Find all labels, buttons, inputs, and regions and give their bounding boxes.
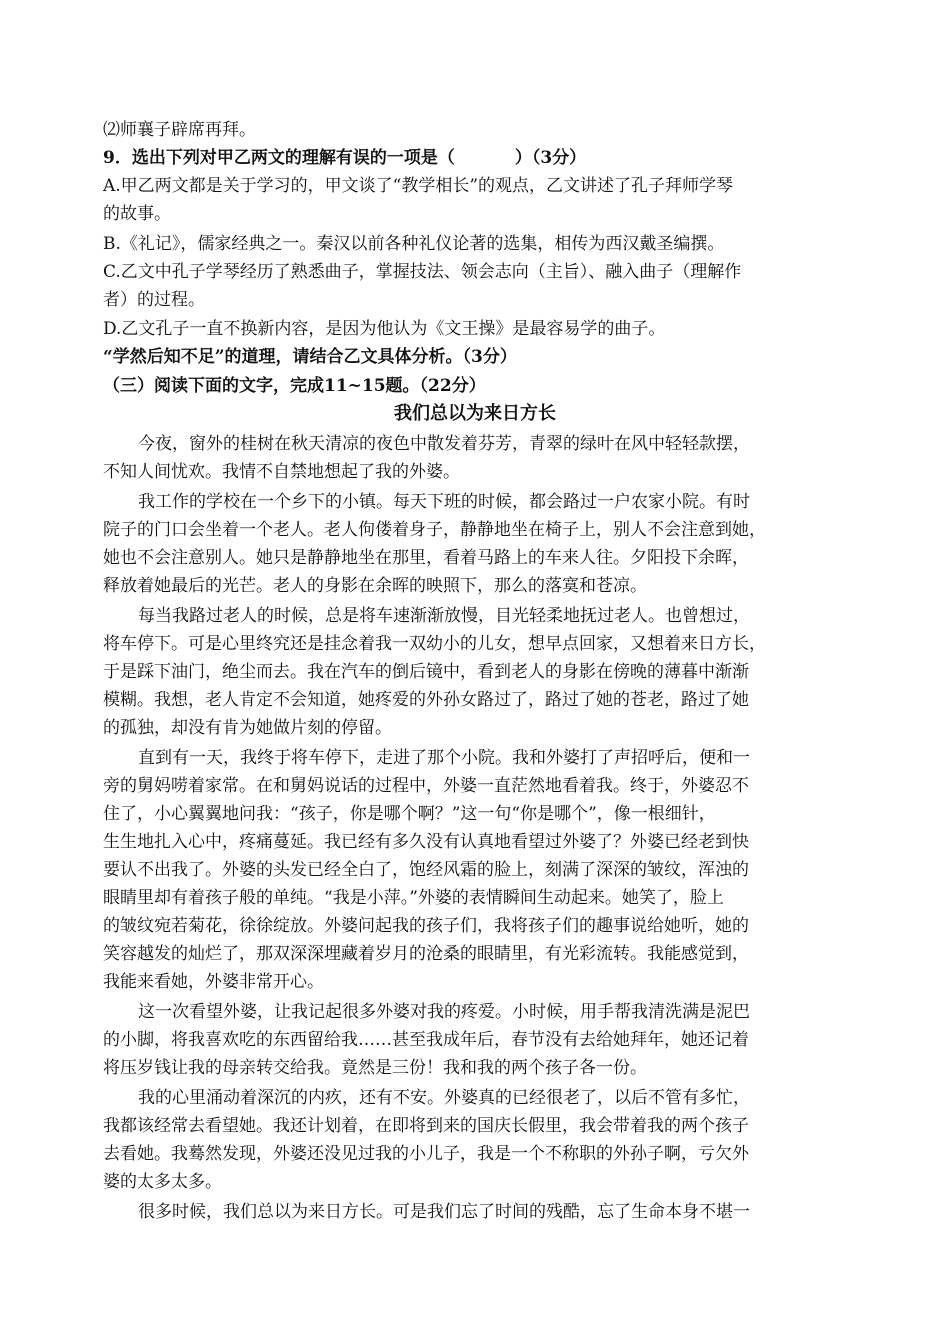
- story-line: 于是踩下油门，绝尘而去。我在汽车的倒后镜中，看到老人的身影在傍晚的薄暮中渐渐: [103, 662, 749, 682]
- story-line: 旁的舅妈唠着家常。在和舅妈说话的过程中，外婆一直茫然地看着我。终于，外婆忍不: [103, 776, 749, 796]
- q9-option-c-line-2: 者）的过程。: [103, 290, 205, 310]
- story-line: 婆的太多太多。: [103, 1172, 222, 1192]
- q9-option-a-line-2: 的故事。: [103, 204, 171, 224]
- story-line: 生生地扎入心中，疼痛蔓延。我已经有多久没有认真地看望过外婆了？外婆已经老到快: [103, 832, 749, 852]
- story-line: 将压岁钱让我的母亲转交给我。竟然是三份！我和我的两个孩子各一份。: [103, 1058, 647, 1078]
- q9-option-d: D.乙文孔子一直不换新内容，是因为他认为《文王操》是最容易学的曲子。: [103, 319, 666, 339]
- story-line: 将车停下。可是心里终究还是挂念着我一双幼小的儿女，想早点回家，又想着来日方长，: [103, 634, 766, 654]
- story-line: 今夜，窗外的桂树在秋天清凉的夜色中散发着芬芳，青翠的绿叶在风中轻轻款摆，: [138, 434, 750, 454]
- story-line: 我都该经常去看望她。我还计划着，在即将到来的国庆长假里，我会带着我的两个孩子: [103, 1116, 749, 1136]
- story-line: 每当我路过老人的时候，总是将车速渐渐放慢，目光轻柔地抚过老人。也曾想过，: [138, 606, 750, 626]
- q10-prompt: “学然后知不足”的道理，请结合乙文具体分析。（3分）: [103, 347, 517, 367]
- q9-option-c-line-1: C.乙文中孔子学琴经历了熟悉曲子，掌握技法、领会志向（主旨）、融入曲子（理解作: [103, 262, 742, 282]
- emphasis-dot-char-2: 误: [353, 144, 370, 172]
- story-line: 要认不出我了。外婆的头发已经全白了，饱经风霜的脸上，刻满了深深的皱纹，浑浊的: [103, 860, 749, 880]
- story-line: 很多时候，我们总以为来日方长。可是我们忘了时间的残酷，忘了生命本身不堪一: [138, 1202, 750, 1222]
- story-line: 模糊。我想，老人肯定不会知道，她疼爱的外孙女路过了，路过了她的苍老，路过了她: [103, 690, 749, 710]
- story-line: 眼睛里却有着孩子般的单纯。“我是小萍。”外婆的表情瞬间生动起来。她笑了，脸上: [103, 888, 724, 908]
- story-line: 的小脚，将我喜欢吃的东西留给我……甚至我成年后，春节没有去给她拜年，她还记着: [103, 1030, 749, 1050]
- story-line: 我工作的学校在一个乡下的小镇。每天下班的时候，都会路过一户农家小院。有时: [138, 492, 750, 512]
- story-line: 我的心里涌动着深沉的内疚，还有不安。外婆真的已经很老了，以后不管有多忙，: [138, 1088, 750, 1108]
- q9-heading-part-a: 9．选出下列对甲乙两文的理解: [103, 148, 336, 168]
- q9-option-b: B.《礼记》，儒家经典之一。秦汉以前各种礼仪论著的选集，相传为西汉戴圣编撰。: [103, 234, 725, 254]
- emphasis-dot-char-1: 有: [336, 144, 353, 172]
- story-line: 院子的门口会坐着一个老人。老人佝偻着身子，静静地坐在椅子上，别人不会注意到她，: [103, 520, 766, 540]
- q9-option-a-line-1: A.甲乙两文都是关于学习的，甲文谈了“教学相长”的观点，乙文讲述了孔子拜师学琴: [103, 176, 734, 196]
- q9-heading-part-b: 的一项是（: [369, 148, 455, 168]
- story-line: 住了，小心翼翼地问我：“孩子，你是哪个啊？”这一句“你是哪个”，像一根细针，: [103, 804, 716, 824]
- section-3-heading: （三）阅读下面的文字，完成11~15题。（22分）: [103, 376, 486, 396]
- story-line: 的皱纹宛若菊花，徐徐绽放。外婆问起我的孩子们，我将孩子们的趣事说给她听，她的: [103, 916, 749, 936]
- q9-heading-part-c: ）（3分）: [514, 148, 587, 168]
- story-line: 释放着她最后的光芒。老人的身影在余晖的映照下，那么的落寞和苍凉。: [103, 576, 647, 596]
- story-line: 笑容越发的灿烂了，那双深深埋藏着岁月的沧桑的眼睛里，有光彩流转。我能感觉到，: [103, 944, 749, 964]
- story-line: 的孤独，却没有肯为她做片刻的停留。: [103, 718, 392, 738]
- story-line: 去看她。我蓦然发现，外婆还没见过我的小儿子，我是一个不称职的外孙子啊，亏欠外: [103, 1144, 749, 1164]
- story-line: 直到有一天，我终于将车停下，走进了那个小院。我和外婆打了声招呼后，便和一: [138, 748, 750, 768]
- story-line: 她也不会注意别人。她只是静静地坐在那里，看着马路上的车来人往。夕阳投下余晖，: [103, 548, 749, 568]
- story-title: 我们总以为来日方长: [394, 403, 556, 424]
- q9-heading: [103, 144, 863, 172]
- q8-item-2: ⑵师襄子辟席再拜。: [103, 120, 256, 140]
- story-line: 我能来看她，外婆非常开心。: [103, 972, 324, 992]
- story-line: 不知人间忧欢。我情不自禁地想起了我的外婆。: [103, 462, 460, 482]
- story-line: 这一次看望外婆，让我记起很多外婆对我的疼爱。小时候，用手帮我清洗满是泥巴: [138, 1002, 750, 1022]
